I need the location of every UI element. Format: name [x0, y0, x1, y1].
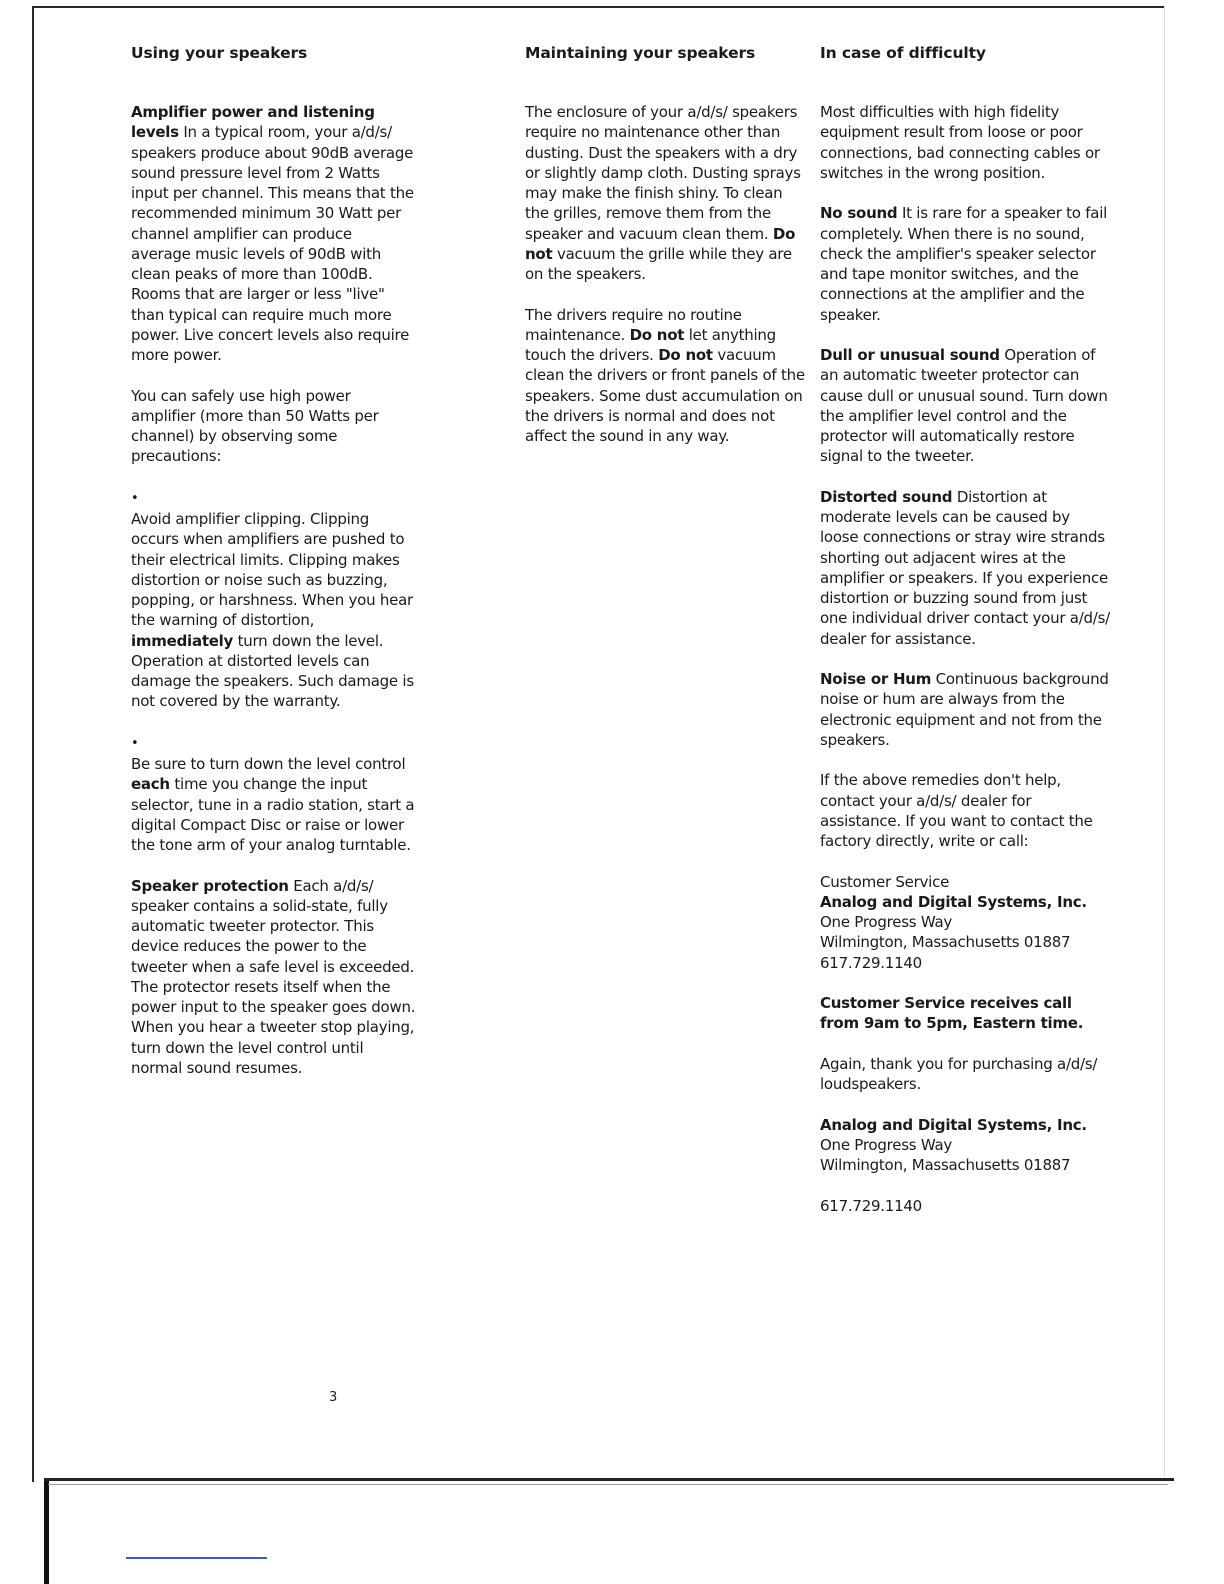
- page-number: 3: [329, 1390, 338, 1405]
- page-border-left: [32, 6, 34, 1482]
- section-body: [525, 102, 810, 467]
- drivers-paragraph: The drivers require no routine maintenance. Do not let anything touch the drivers. Do not vacuum clean the drivers or front panels of the speakers. Some dust accumulation on the drivers is normal and does not affect the sound in any way.: [525, 305, 805, 445]
- bullet-icon: •: [131, 490, 139, 506]
- subheading: No sound: [820, 204, 898, 223]
- bullet-icon: •: [131, 735, 139, 751]
- page-spine: [44, 1480, 49, 1584]
- remedies-paragraph: If the above remedies don't help, contact your a/d/s/ dealer for assistance. If you want to contact the factory directly, write or call:: [820, 771, 1093, 850]
- intro-paragraph: Most difficulties with high fidelity equipment result from loose or poor connections, bad connecting cables or switches in the wrong position.: [820, 103, 1100, 182]
- dull-sound-paragraph: Dull or unusual sound Operation of an automatic tweeter protector can cause dull or unusual sound. Turn down the amplifier level control and the protector will automatically restore signal to the tweeter.: [820, 346, 1108, 466]
- contact-block: Customer Service Analog and Digital Systems, Inc. One Progress Way Wilmington, Massachusetts 01887 617.729.1140: [820, 872, 1087, 972]
- address-block: Analog and Digital Systems, Inc. One Progress Way Wilmington, Massachusetts 01887: [820, 1115, 1087, 1174]
- hours-paragraph: Customer Service receives call from 9am to 5pm, Eastern time.: [820, 994, 1084, 1033]
- amplifier-power-paragraph: Amplifier power and listening levels In a typical room, your a/d/s/ speakers produce about 90dB average sound pressure level from 2 Watts input per channel. This means that the recommended minimum 30 Watt per channel amplifier can produce average music levels of 90dB with clean peaks of more than 100dB. Rooms that are larger or less "live" than typical can require much more power. Live concert levels also require more power.: [131, 103, 414, 364]
- subheading: Speaker protection: [131, 876, 289, 895]
- subheading: Distorted sound: [820, 487, 953, 506]
- section-heading: Using your speakers: [131, 44, 308, 62]
- subheading: Dull or unusual sound: [820, 346, 1000, 364]
- page-border-right: [1164, 6, 1165, 1476]
- bullet-item: • Be sure to turn down the level control each time you change the input selector, tune in a radio station, start a digital Compact Disc or raise or lower the tone arm of your analog turntable.: [131, 735, 415, 854]
- page-tab-mark: [126, 1557, 267, 1559]
- subheading: Noise or Hum: [820, 670, 932, 688]
- page-border-bottom-shadow: [48, 1484, 1168, 1485]
- no-sound-paragraph: No sound It is rare for a speaker to fail completely. When there is no sound, check the amplifier's speaker selector and tape monitor switches, and the connections at the amplifier and the speaker.: [820, 204, 1108, 324]
- speaker-protection-paragraph: Speaker protection Each a/d/s/ speaker contains a solid-state, fully automatic tweeter protector. This device reduces the power to the tweeter when a safe level is exceeded. The protector resets itself when the power input to the speaker goes down. When you hear a tweeter stop playing, turn down the level control until normal sound resumes.: [131, 876, 416, 1077]
- subheading: Amplifier power and listening levels: [131, 103, 375, 142]
- section-body: [820, 102, 1110, 1236]
- section-body: [131, 102, 416, 1098]
- bullet-item: • Avoid amplifier clipping. Clipping occurs when amplifiers are pushed to their electrical limits. Clipping makes distortion or noise such as buzzing, popping, or harshness. When you hear the warning of distortion, immediately turn down the level. Operation at distorted levels can damage the speakers. Such damage is not covered by the warranty.: [131, 490, 414, 711]
- section-heading: In case of difficulty: [820, 44, 986, 62]
- high-power-paragraph: You can safely use high power amplifier (more than 50 Watts per channel) by observing some precautions:: [131, 386, 379, 466]
- thanks-paragraph: Again, thank you for purchasing a/d/s/ loudspeakers.: [820, 1054, 1098, 1093]
- page-border-top: [34, 6, 1164, 8]
- page-border-bottom: [44, 1478, 1174, 1481]
- noise-hum-paragraph: Noise or Hum Continuous background noise or hum are always from the electronic equipment and not from the speakers.: [820, 670, 1109, 749]
- enclosure-paragraph: The enclosure of your a/d/s/ speakers require no maintenance other than dusting. Dust the speakers with a dry or slightly damp cloth. Dusting sprays may make the finish shiny. To clean the grilles, remove them from the speaker and vacuum clean them. Do not vacuum the grille while they are on the speakers.: [525, 103, 801, 283]
- phone-number: 617.729.1140: [820, 1196, 922, 1215]
- section-heading: Maintaining your speakers: [525, 44, 756, 62]
- distorted-sound-paragraph: Distorted sound Distortion at moderate levels can be caused by loose connections or stray wire strands shorting out adjacent wires at the amplifier or speakers. If you experience distortion or buzzing sound from just one individual driver contact your a/d/s/ dealer for assistance.: [820, 487, 1110, 648]
